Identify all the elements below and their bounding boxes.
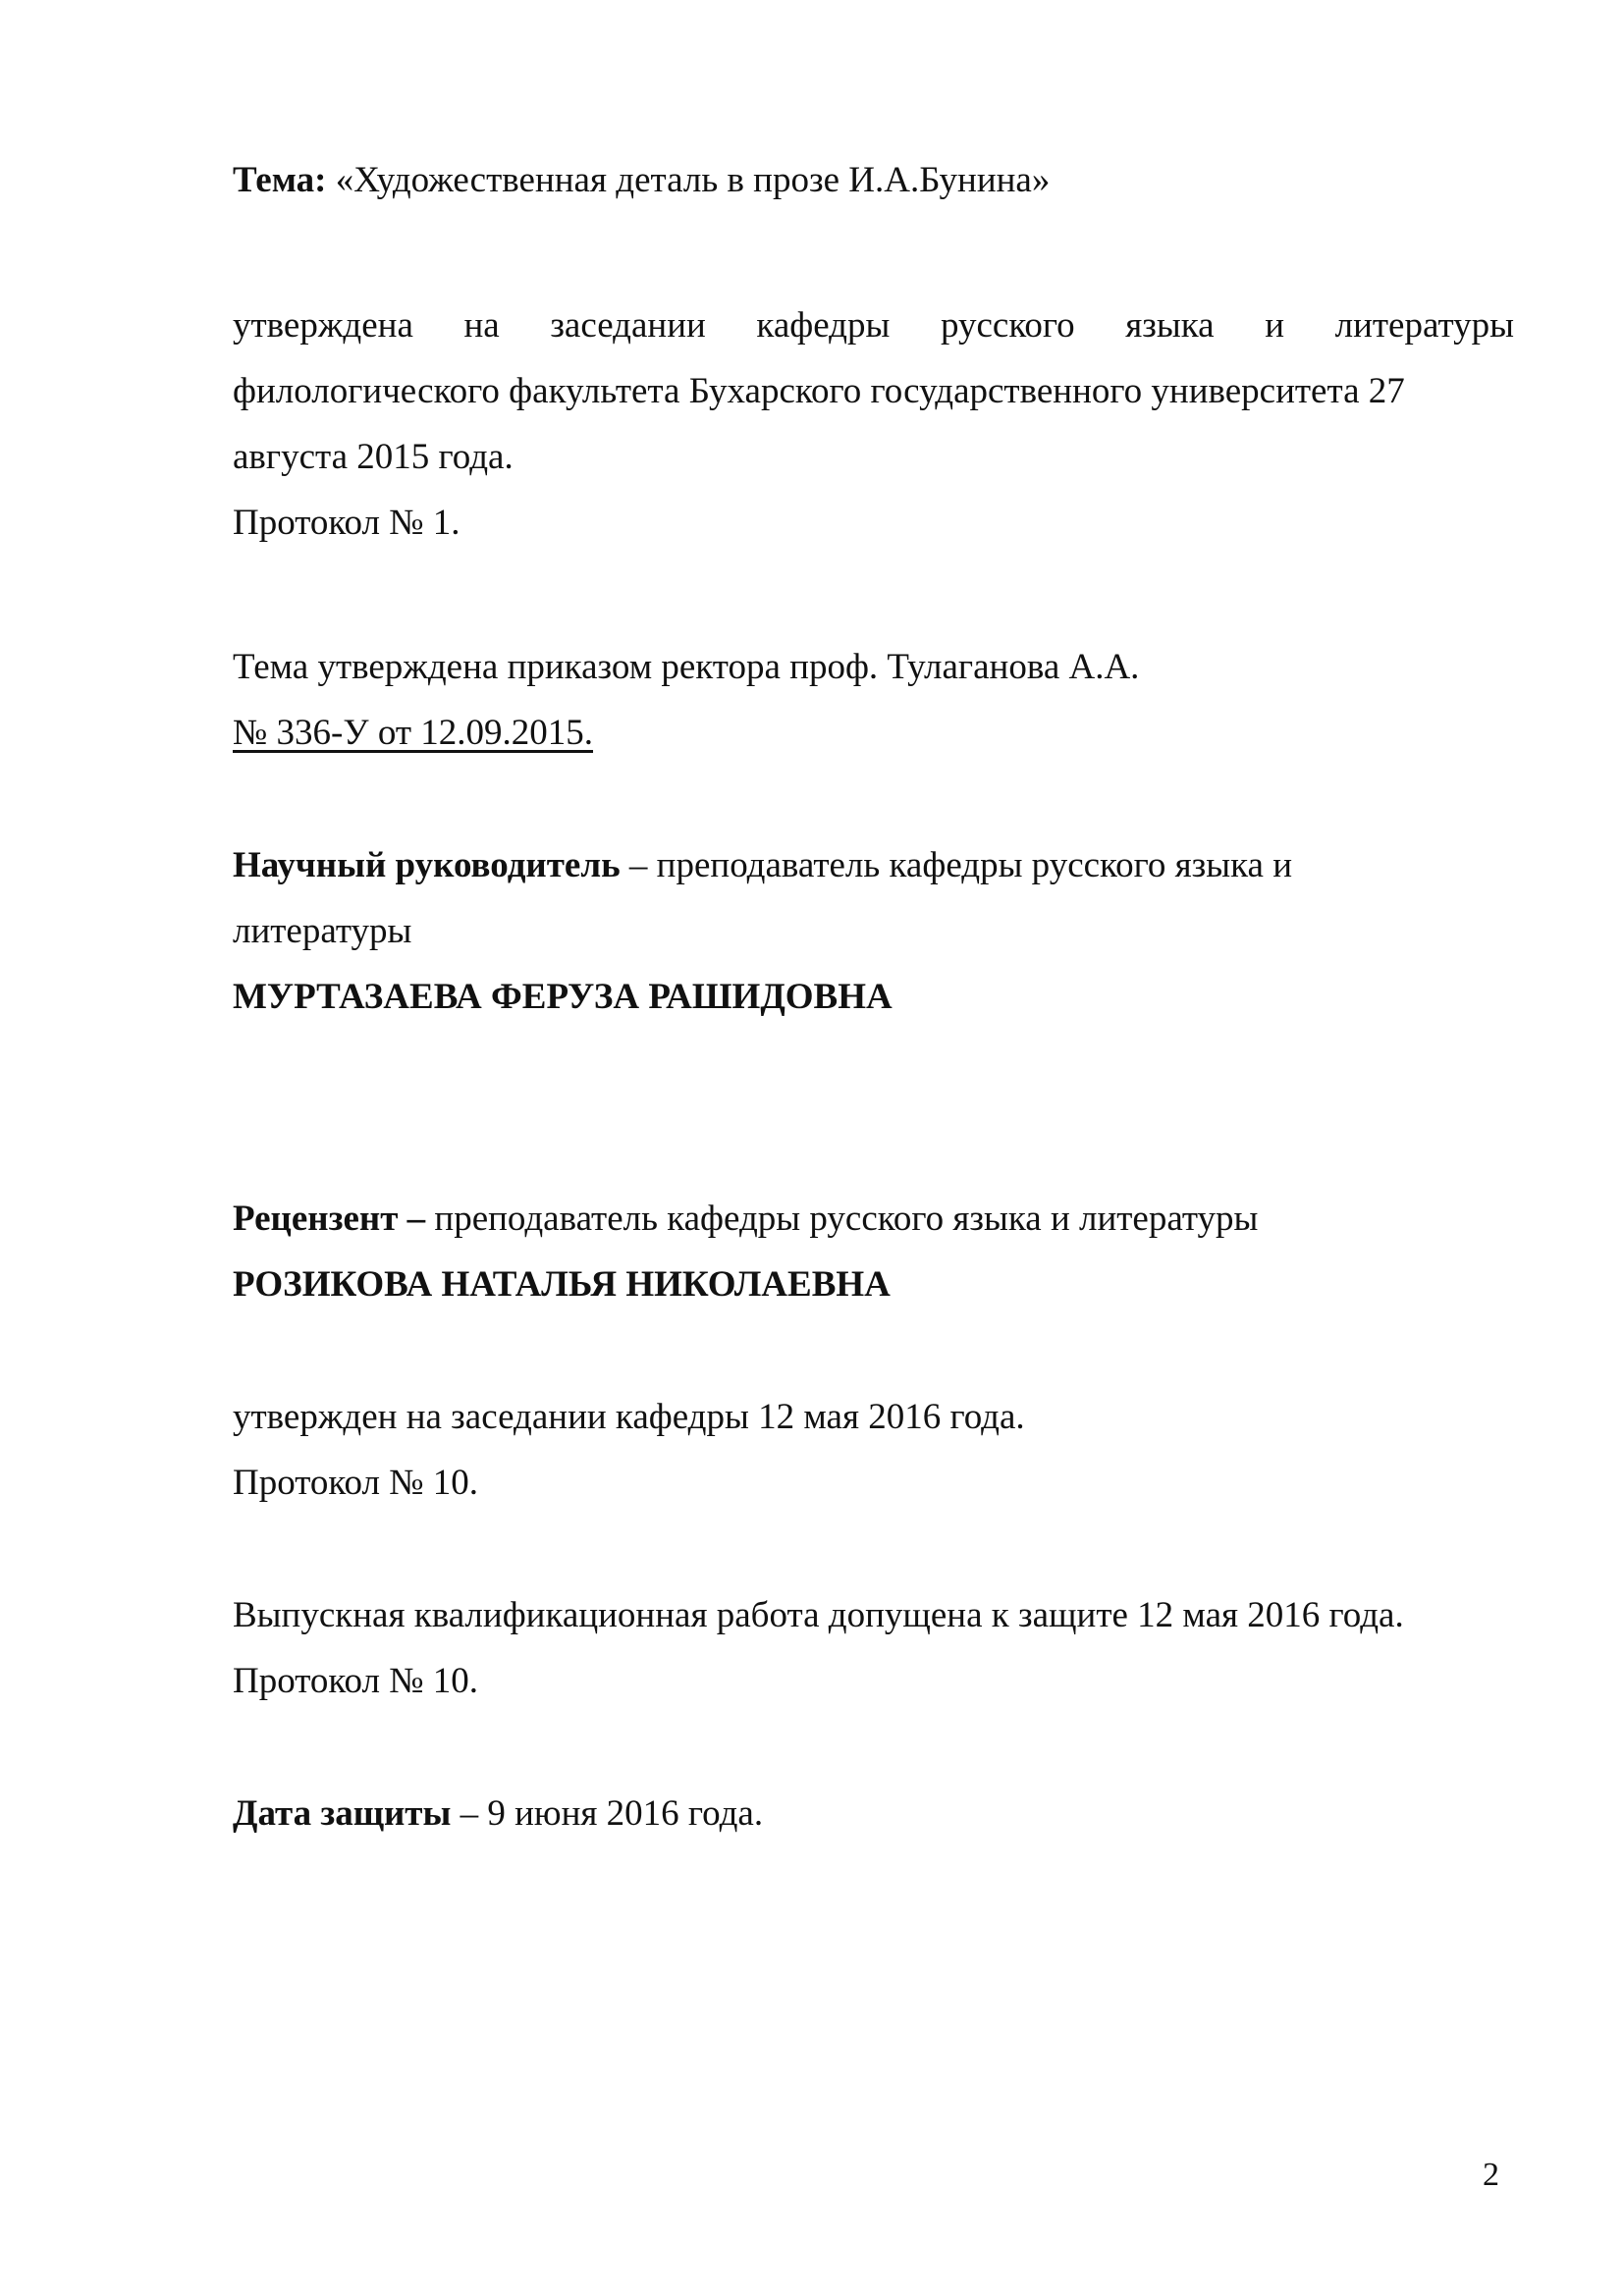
approval-protocol: Протокол № 1. bbox=[233, 503, 460, 543]
order-line-1: Тема утверждена приказом ректора проф. Тулаганова А.А. bbox=[233, 647, 1140, 687]
topic-line bbox=[233, 147, 1050, 213]
supervisor-name-text: МУРТАЗАЕВА ФЕРУЗА РАШИДОВНА bbox=[233, 977, 893, 1017]
defense-text: – 9 июня 2016 года. bbox=[451, 1793, 764, 1834]
approval-paragraph bbox=[233, 293, 1514, 358]
reviewer-line bbox=[233, 1186, 1258, 1252]
meeting-line: утвержден на заседании кафедры 12 мая 2016 года. bbox=[233, 1397, 1025, 1437]
admission-protocol: Протокол № 10. bbox=[233, 1661, 479, 1701]
supervisor-line bbox=[233, 832, 1292, 898]
page-number: 2 bbox=[1483, 2157, 1499, 2193]
supervisor-text-2: литературы bbox=[233, 911, 412, 951]
meeting-protocol: Протокол № 10. bbox=[233, 1463, 479, 1503]
reviewer-name bbox=[233, 1252, 891, 1317]
topic-text: «Художественная деталь в прозе И.А.Бунина» bbox=[326, 160, 1051, 200]
approval-line-1: утверждена на заседании кафедры русского языка и литературы bbox=[233, 305, 1514, 346]
reviewer-name-text: РОЗИКОВА НАТАЛЬЯ НИКОЛАЕВНА bbox=[233, 1264, 891, 1305]
admission-line: Выпускная квалификационная работа допущена к защите 12 мая 2016 года. bbox=[233, 1595, 1404, 1635]
approval-line-2: филологического факультета Бухарского государственного университета 27 bbox=[233, 371, 1405, 411]
reviewer-text: преподаватель кафедры русского языка и литературы bbox=[425, 1199, 1259, 1239]
supervisor-text: – преподаватель кафедры русского языка и bbox=[620, 845, 1293, 885]
supervisor-label: Научный руководитель bbox=[233, 845, 621, 885]
approval-line-3: августа 2015 года. bbox=[233, 437, 514, 477]
defense-line bbox=[233, 1781, 763, 1846]
reviewer-label: Рецензент – bbox=[233, 1199, 426, 1239]
supervisor-name bbox=[233, 964, 893, 1030]
order-line-2: № 336-У от 12.09.2015. bbox=[233, 713, 594, 753]
defense-label: Дата защиты bbox=[233, 1793, 452, 1834]
topic-label: Тема: bbox=[233, 160, 327, 200]
